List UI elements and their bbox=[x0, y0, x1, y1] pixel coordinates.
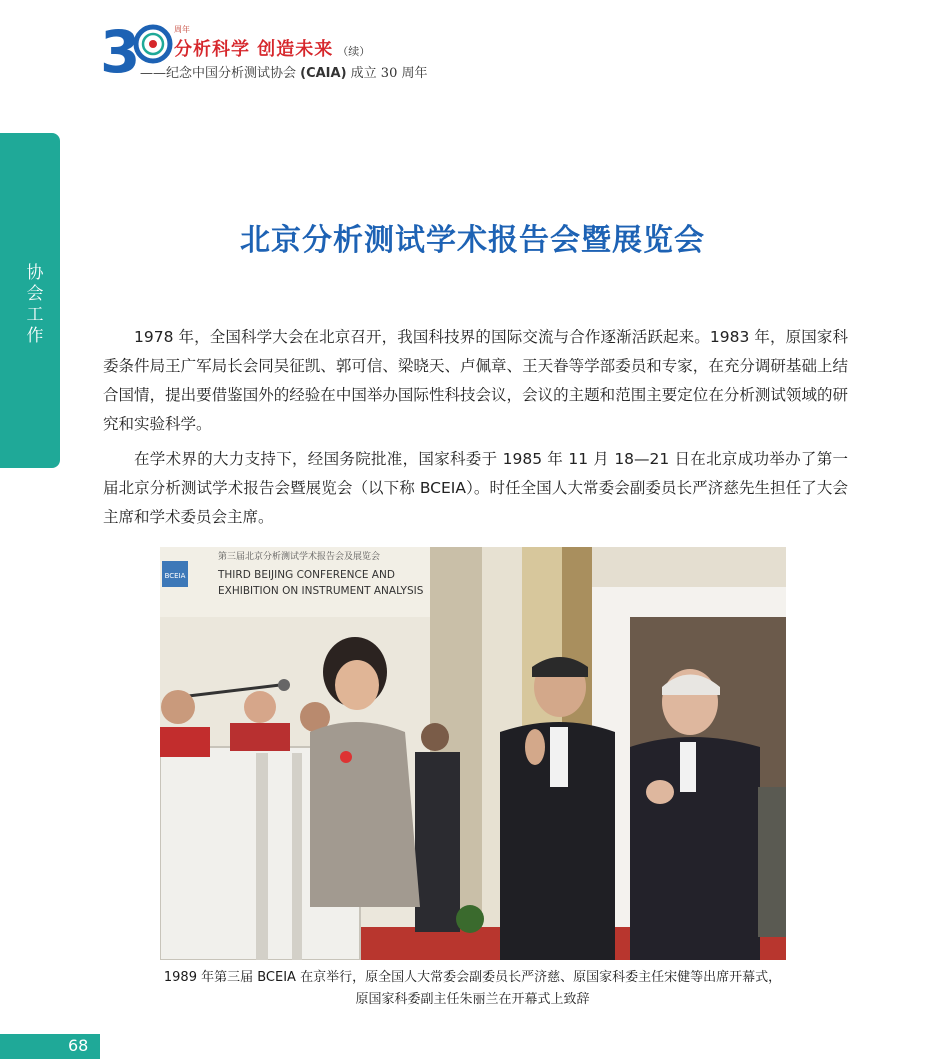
article-title: 北京分析测试学术报告会暨展览会 bbox=[240, 223, 705, 258]
subtitle-suffix: 成立 30 周年 bbox=[346, 66, 428, 81]
logo-anniversary-text: 周年 bbox=[174, 25, 190, 34]
paragraph: 在学术界的大力支持下，经国务院批准，国家科委于 1985 年 11 月 18—21 日在北京成功举办了第一届北京分析测试学术报告会暨展览会（以下称 BCEIA）。时任全国人大常委会副委员长严济慈先生担任了大会主席和学术委员会主席。 bbox=[103, 450, 848, 526]
event-photo-illustration bbox=[160, 547, 786, 960]
series-subtitle bbox=[140, 62, 427, 81]
subtitle-prefix: ——纪念中国分析测试协会 bbox=[140, 66, 301, 81]
banner-logo-text: BCEIA bbox=[164, 572, 186, 580]
series-title-cont: （续） bbox=[337, 45, 371, 58]
banner-en-2: EXHIBITION ON INSTRUMENT ANALYSIS bbox=[218, 585, 424, 597]
section-side-tab bbox=[0, 133, 60, 468]
article-body bbox=[103, 323, 848, 538]
paragraph: 1978 年，全国科学大会在北京召开，我国科技界的国际交流与合作逐渐活跃起来。1983 年，原国家科委条件局王广军局长会同吴征凯、郭可信、梁晓天、卢佩章、王天眷等学部委员和专家，在充分调研基础上结合国情，提出要借鉴国外的经验在中国举办国际性科技会议，会议的主题和范围主要定位在分析测试领域的研究和实验科学。 bbox=[103, 328, 848, 433]
event-photo bbox=[160, 547, 786, 960]
series-title bbox=[174, 35, 370, 61]
photo-caption bbox=[100, 967, 845, 1011]
caption-line-1: 1989 年第三届 BCEIA 在京举行，原全国人大常委会副委员长严济慈、原国家科委主任宋健等出席开幕式， bbox=[163, 970, 782, 985]
page-number: 68 bbox=[68, 1036, 89, 1055]
section-label: 协会工作 bbox=[26, 263, 44, 346]
svg-text:3: 3 bbox=[100, 18, 141, 78]
banner-en-1: THIRD BEIJING CONFERENCE AND bbox=[218, 569, 395, 581]
series-title-main: 分析科学 创造未来 bbox=[174, 39, 334, 60]
page-number-box bbox=[0, 1034, 100, 1059]
subtitle-caia: (CAIA) bbox=[300, 66, 347, 81]
banner-cn: 第三届北京分析测试学术报告会及展览会 bbox=[218, 552, 381, 562]
caption-line-2: 原国家科委副主任朱丽兰在开幕式上致辞 bbox=[355, 992, 590, 1007]
header-logo bbox=[100, 18, 520, 88]
